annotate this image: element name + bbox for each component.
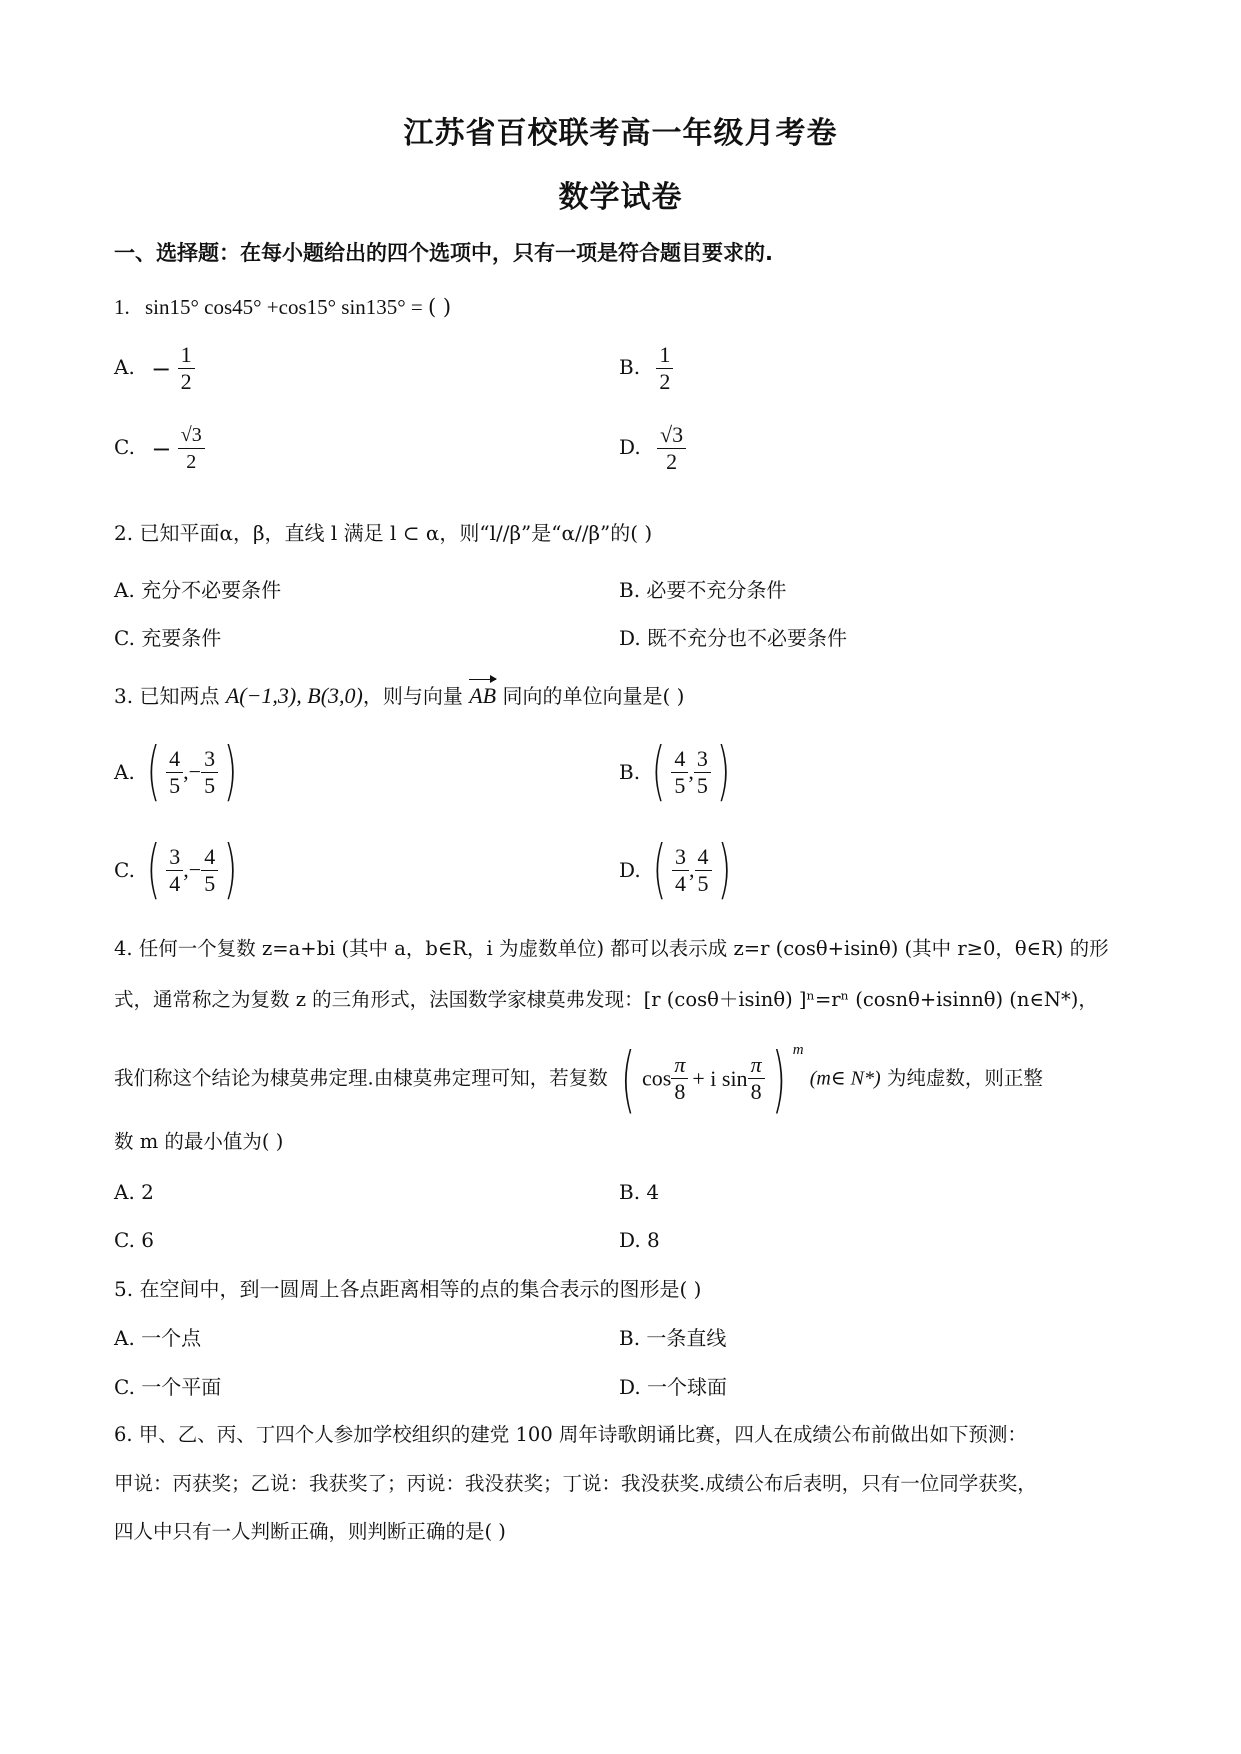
option-4d: D. 8 (619, 1228, 660, 1252)
option-5d: D. 一个球面 (619, 1375, 728, 1399)
question-text: 为纯虚数，则正整 (886, 1066, 1043, 1090)
question-6-line1: 6. 甲、乙、丙、丁四个人参加学校组织的建党 100 周年诗歌朗诵比赛，四人在成绩公布前做出如下预测： (114, 1423, 1027, 1446)
question-5: 5. 在空间中，到一圆周上各点距离相等的点的集合表示的图形是( ) (114, 1277, 702, 1301)
left-paren: ( (652, 833, 667, 907)
points-expression: A(−1,3), B(3,0) (225, 683, 363, 708)
question-text: 同向的单位向量是( ) (502, 684, 685, 708)
fraction (201, 746, 218, 799)
fraction (178, 342, 195, 395)
numerator: √3 (657, 422, 686, 449)
question-1 (114, 293, 451, 321)
fraction (166, 746, 183, 799)
fraction (201, 844, 218, 897)
section-heading: 一、选择题：在每小题给出的四个选项中，只有一项是符合题目要求的. (114, 241, 773, 265)
left-paren: ( (146, 735, 161, 809)
numerator: 3 (201, 746, 218, 773)
fraction (166, 844, 183, 897)
denominator: 5 (674, 772, 686, 798)
option-4c: C. 6 (114, 1228, 155, 1252)
denominator: 2 (659, 369, 671, 394)
cos-text: cos (642, 1065, 672, 1091)
option-label: A. (114, 355, 135, 379)
denominator: 4 (675, 870, 687, 896)
question-text: 我们称这个结论为棣莫弗定理.由棣莫弗定理可知，若复数 (114, 1066, 608, 1090)
numerator: 1 (178, 342, 195, 369)
fraction (671, 746, 688, 799)
denominator: 4 (169, 870, 181, 896)
minus-sign: − (151, 434, 172, 463)
exam-subtitle: 数学试卷 (558, 180, 683, 215)
numerator: √3 (178, 422, 205, 449)
option-3c: C. ( $\frac{3}{4}$ ,− $\frac{4}{5}$ ) (114, 833, 238, 907)
option-5a: A. 一个点 (114, 1326, 202, 1350)
condition: (m∈ N*) (809, 1067, 881, 1090)
left-paren: ( (652, 735, 666, 809)
fraction (694, 746, 711, 799)
option-3a: A. ( $\frac{4}{5}$ ,− $\frac{3}{5}$ ) (114, 735, 238, 809)
plus-isin: + i sin (692, 1065, 748, 1091)
fraction (671, 1052, 688, 1105)
exam-title: 江苏省百校联考高一年级月考卷 (403, 116, 838, 151)
option-4a: A. 2 (114, 1180, 154, 1204)
numerator: 4 (695, 844, 712, 871)
right-paren: ) (223, 735, 238, 809)
question-6-line3: 四人中只有一人判断正确，则判断正确的是( ) (114, 1520, 506, 1543)
question-2: 2. 已知平面α，β，直线 l 满足 l ⊂ α，则“l//β”是“α//β”的( ) (114, 521, 653, 545)
option-5b: B. 一条直线 (619, 1326, 727, 1350)
denominator: 2 (666, 449, 678, 474)
left-paren: ( (620, 1036, 635, 1121)
numerator: 3 (672, 844, 689, 871)
question-4-line1: 4. 任何一个复数 z=a+bi (其中 a，b∈R，i 为虚数单位) 都可以表示成 z=r (cosθ+isinθ) (其中 r≥0，θ∈R) 的形 (114, 937, 1109, 960)
denominator: 8 (750, 1079, 762, 1104)
option-5c: C. 一个平面 (114, 1375, 222, 1399)
denominator: 2 (186, 451, 197, 473)
denominator: 5 (204, 772, 216, 798)
numerator: 1 (656, 342, 673, 369)
fraction (657, 422, 686, 475)
question-text: 3. 已知两点 (114, 684, 220, 708)
denominator: 8 (674, 1079, 686, 1104)
denominator: 5 (204, 870, 216, 896)
question-6-line2: 甲说：丙获奖；乙说：我获奖了；丙说：我没获奖；丁说：我没获奖.成绩公布后表明，只有一位同学获奖， (114, 1472, 1037, 1495)
numerator: 3 (166, 844, 183, 871)
right-paren: ) (717, 833, 731, 907)
vector-ab: AB (469, 683, 497, 708)
denominator: 5 (696, 772, 708, 798)
numerator: 4 (201, 844, 218, 871)
right-paren: ) (716, 735, 731, 809)
numerator: 3 (694, 746, 711, 773)
question-4-line2: 式，通常称之为复数 z 的三角形式，法国数学家棣莫弗发现：[r (cosθ＋isinθ) ]ⁿ=rⁿ (cosnθ+isinnθ) (n∈N*)， (114, 988, 1098, 1011)
fraction (748, 1052, 765, 1105)
fraction (695, 844, 712, 897)
question-expression: sin15° cos45° +cos15° sin135° = (145, 295, 423, 319)
right-paren: ) (771, 1036, 786, 1121)
denominator: 5 (697, 870, 709, 896)
option-label: D. (619, 435, 641, 459)
fraction (656, 342, 673, 395)
option-label: A. (114, 760, 135, 784)
answer-blank: ( ) (428, 295, 452, 319)
option-label: B. (619, 760, 641, 784)
option-label: C. (114, 435, 135, 459)
question-3 (114, 682, 684, 710)
question-number: 1. (114, 295, 130, 319)
option-2a: A. 充分不必要条件 (114, 578, 282, 602)
option-label: C. (114, 858, 135, 882)
exponent: m (792, 1042, 804, 1058)
fraction (672, 844, 689, 897)
option-4b: B. 4 (619, 1180, 660, 1204)
option-1d (619, 422, 686, 475)
option-2d: D. 既不充分也不必要条件 (619, 626, 848, 650)
option-1c (114, 422, 205, 475)
left-paren: ( (146, 833, 161, 907)
minus-sign: − (151, 354, 172, 383)
numerator: 4 (166, 746, 183, 773)
numerator: π (748, 1052, 765, 1079)
fraction (178, 422, 205, 475)
question-4-line3 (114, 1036, 1043, 1121)
option-1a (114, 342, 195, 395)
numerator: 4 (671, 746, 688, 773)
denominator: 2 (180, 369, 192, 394)
question-4-line4: 数 m 的最小值为( ) (114, 1130, 284, 1153)
option-label: D. (619, 858, 641, 882)
option-3b: B. ( $\frac{4}{5}$ , $\frac{3}{5}$ ) (619, 735, 731, 809)
numerator: π (671, 1052, 688, 1079)
option-3d: D. ( $\frac{3}{4}$ , $\frac{4}{5}$ ) (619, 833, 731, 907)
question-text: ，则与向量 (362, 684, 463, 708)
denominator: 5 (169, 772, 181, 798)
option-label: B. (619, 355, 641, 379)
option-2c: C. 充要条件 (114, 626, 222, 650)
right-paren: ) (223, 833, 238, 907)
option-2b: B. 必要不充分条件 (619, 578, 787, 602)
option-1b (619, 342, 673, 395)
